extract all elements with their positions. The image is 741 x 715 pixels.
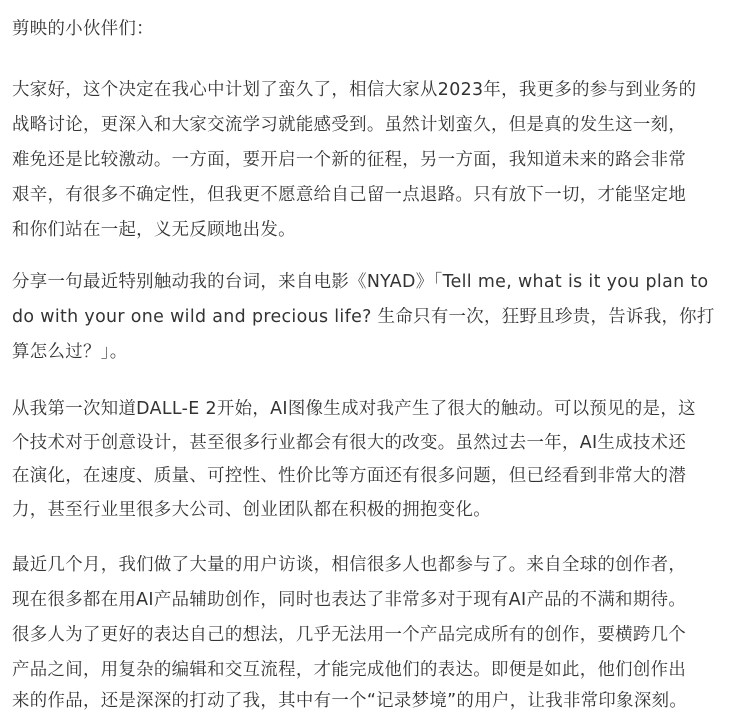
paragraph-line: 来的作品，还是深深的打动了我，其中有一个“记录梦境”的用户，让我非常印象深刻。 [12, 691, 688, 711]
paragraph-line: 难免还是比较激动。一方面，要开启一个新的征程，另一方面，我知道未来的路会非常 [12, 150, 687, 170]
paragraph-line: 个技术对于创意设计，甚至很多行业都会有很大的改变。虽然过去一年，AI生成技术还 [12, 433, 687, 453]
paragraph-line: 很多人为了更好的表达自己的想法，几乎无法用一个产品完成所有的创作，要横跨几个 [12, 625, 687, 645]
paragraph-line: 产品之间，用复杂的编辑和交互流程，才能完成他们的表达。即便是如此，他们创作出 [12, 660, 687, 680]
paragraph-line: 战略讨论，更深入和大家交流学习就能感受到。虽然计划蛮久，但是真的发生这一刻， [12, 115, 687, 135]
paragraph-line: 艰辛，有很多不确定性，但我更不愿意给自己留一点退路。只有放下一切，才能坚定地 [12, 185, 687, 205]
paragraph-line: 现在很多都在用AI产品辅助创作，同时也表达了非常多对于现有AI产品的不满和期待。 [12, 590, 687, 610]
paragraph-line: 大家好，这个决定在我心中计划了蛮久了，相信大家从2023年，我更多的参与到业务的 [12, 80, 697, 100]
greeting-line: 剪映的小伙伴们： [12, 19, 154, 39]
paragraph-line: 算怎么过？」。 [12, 342, 128, 362]
paragraph-line: 在演化，在速度、质量、可控性、性价比等方面还有很多问题，但已经看到非常大的潜 [12, 466, 687, 486]
paragraph-line: do with your one wild and precious life? 生命只有一次，狂野且珍贵，告诉我，你打 [12, 307, 715, 327]
paragraph-line: 最近几个月，我们做了大量的用户访谈，相信很多人也都参与了。来自全球的创作者， [12, 555, 687, 575]
paragraph-line: 和你们站在一起，义无反顾地出发。 [12, 220, 296, 240]
paragraph-line: 力，甚至行业里很多大公司、创业团队都在积极的拥抱变化。 [12, 500, 491, 520]
paragraph-line: 从我第一次知道DALL-E 2开始，AI图像生成对我产生了很大的触动。可以预见的是，这 [12, 399, 696, 419]
paragraph-line: 分享一句最近特别触动我的台词，来自电影《NYAD》「Tell me, what is it you plan to [12, 272, 709, 292]
